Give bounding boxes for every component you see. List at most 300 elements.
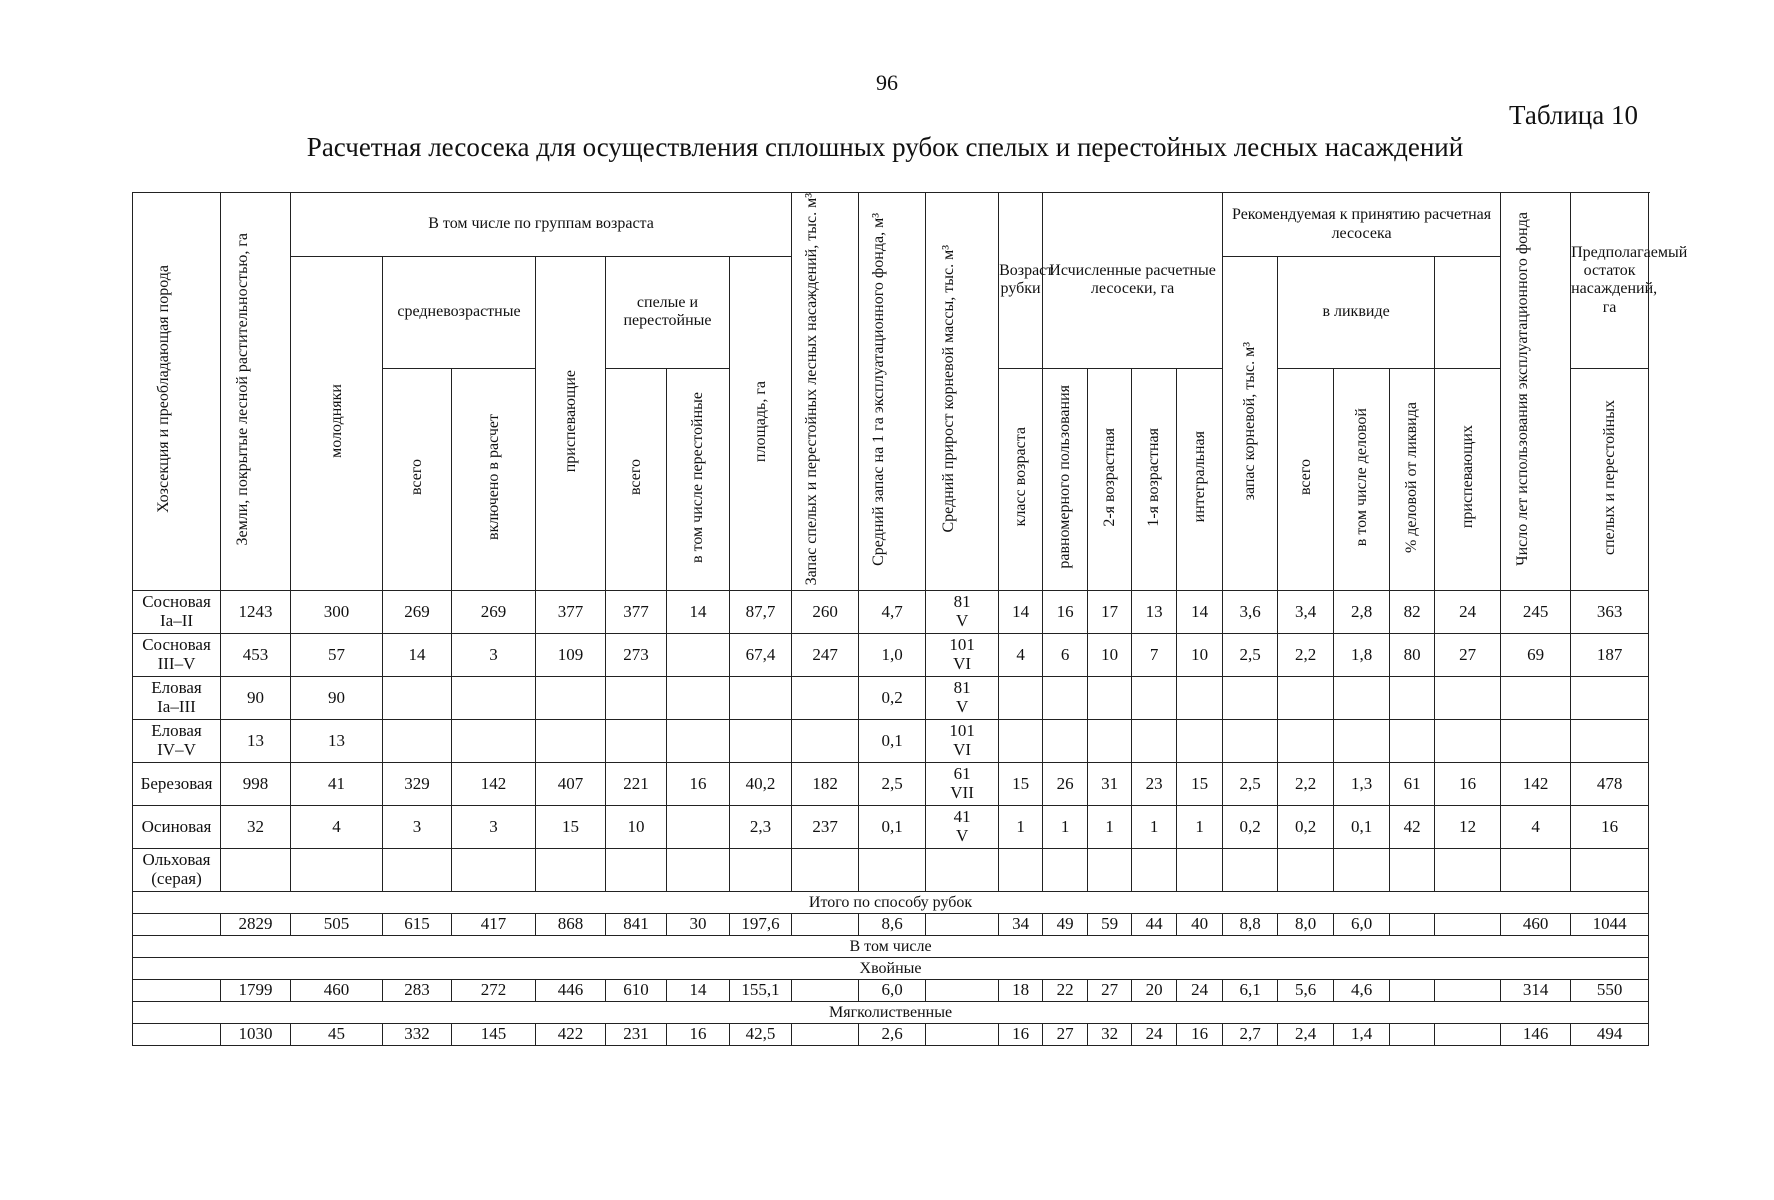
table-cell: 10: [1088, 633, 1132, 676]
table-cell: [1501, 719, 1571, 762]
total-cell: 146: [1501, 1023, 1571, 1045]
total-cell: 145: [452, 1023, 536, 1045]
table-cell: 1: [1132, 805, 1177, 848]
header-zapas-kornevoy: запас корневой, тыс. м³: [1223, 257, 1278, 591]
header-rekomenduemaya: Рекомендуемая к принятию расчетная лесосека: [1223, 193, 1501, 257]
total-cell: 42,5: [730, 1023, 792, 1045]
table-cell: [1088, 848, 1132, 891]
table-cell: [667, 633, 730, 676]
table-row: [133, 762, 1649, 805]
table-cell: 4: [999, 633, 1043, 676]
header-prispevayushchikh: приспевающих: [1435, 368, 1501, 590]
table-cell: 0,2: [1223, 805, 1278, 848]
row-name-line: III–V: [157, 653, 196, 673]
total-cell: [1435, 1023, 1501, 1045]
table-cell: 3,6: [1223, 590, 1278, 633]
table-cell: 16: [1043, 590, 1088, 633]
total-cell: [1435, 979, 1501, 1001]
cutting-age: 81: [953, 592, 971, 612]
table-cell: [667, 805, 730, 848]
table-cell: 1243: [221, 590, 291, 633]
table-cell: [730, 719, 792, 762]
table-cell: 26: [1043, 762, 1088, 805]
header-vozrast-rubki: Возраст рубки: [999, 193, 1043, 369]
table-cell: [383, 848, 452, 891]
total-cell: [1435, 913, 1501, 935]
header-pervaya-vozrastnaya: 1-я возрастная: [1132, 368, 1177, 590]
table-cell: 15: [1177, 762, 1223, 805]
total-cell: 44: [1132, 913, 1177, 935]
total-cell: 550: [1571, 979, 1649, 1001]
table-cell: [926, 676, 999, 719]
table-cell: 0,1: [859, 719, 926, 762]
total-cell: 30: [667, 913, 730, 935]
table-cell: 4,7: [859, 590, 926, 633]
table-cell: 998: [221, 762, 291, 805]
table-cell: [1278, 719, 1334, 762]
table-cell: 142: [1501, 762, 1571, 805]
header-zapas: Запас спелых и перестойных лесных насаждений, тыс. м³: [792, 193, 859, 591]
table-cell: 82: [1390, 590, 1435, 633]
table-cell: [1177, 848, 1223, 891]
total-cell: 20: [1132, 979, 1177, 1001]
table-cell: 42: [1390, 805, 1435, 848]
table-cell: 13: [1132, 590, 1177, 633]
table-cell: 31: [1088, 762, 1132, 805]
table-cell: 61: [1390, 762, 1435, 805]
totals-row-khvoynye: [133, 979, 1649, 1001]
table-cell: [1177, 719, 1223, 762]
table-cell: 67,4: [730, 633, 792, 676]
table-cell: 300: [291, 590, 383, 633]
table-cell: 2,5: [859, 762, 926, 805]
table-cell: [536, 848, 606, 891]
cutting-age: 61: [953, 764, 971, 784]
table-row: [133, 633, 1649, 676]
total-cell: 16: [1177, 1023, 1223, 1045]
table-cell: 4: [1501, 805, 1571, 848]
total-cell: 24: [1177, 979, 1223, 1001]
row-name-line: Ольховая: [142, 850, 211, 870]
table-cell: [1571, 848, 1649, 891]
table-cell: 3: [452, 805, 536, 848]
page-number: 96: [876, 70, 898, 95]
table-cell: 1: [1088, 805, 1132, 848]
table-cell: 90: [291, 676, 383, 719]
row-name: [133, 805, 221, 848]
total-cell: 40: [1177, 913, 1223, 935]
table-cell: [1223, 848, 1278, 891]
table-cell: [1043, 719, 1088, 762]
row-name-line: Сосновая: [142, 592, 211, 612]
table-cell: 2,2: [1278, 633, 1334, 676]
table-cell: 57: [291, 633, 383, 676]
table-cell: 407: [536, 762, 606, 805]
header-vklyucheno: включено в расчет: [452, 368, 536, 590]
total-cell: [133, 979, 221, 1001]
table-cell: [1132, 719, 1177, 762]
total-cell: 332: [383, 1023, 452, 1045]
total-cell: 417: [452, 913, 536, 935]
table-cell: [1088, 676, 1132, 719]
total-cell: [133, 913, 221, 935]
table-cell: [792, 676, 859, 719]
row-name: [133, 762, 221, 805]
total-cell: [926, 1023, 999, 1045]
row-name-line: Еловая: [151, 678, 202, 698]
total-cell: 1044: [1571, 913, 1649, 935]
table-cell: 0,1: [859, 805, 926, 848]
table-cell: 1: [999, 805, 1043, 848]
table-cell: 23: [1132, 762, 1177, 805]
section-khvoynye: Хвойные: [133, 957, 1649, 979]
table-cell: 7: [1132, 633, 1177, 676]
table-cell: [667, 676, 730, 719]
table-cell: [452, 848, 536, 891]
header-molodnyaki: молодняки: [291, 257, 383, 591]
age-class: VI: [953, 739, 972, 759]
total-cell: 16: [667, 1023, 730, 1045]
table-cell: [383, 719, 452, 762]
header-vtoraya-vozrastnaya: 2-я возрастная: [1088, 368, 1132, 590]
table-cell: 2,3: [730, 805, 792, 848]
row-name: [133, 848, 221, 891]
table-cell: [452, 719, 536, 762]
total-cell: 841: [606, 913, 667, 935]
total-cell: 27: [1043, 1023, 1088, 1045]
age-class: V: [955, 696, 969, 716]
table-cell: 16: [1435, 762, 1501, 805]
table-cell: [667, 719, 730, 762]
data-rows: [133, 590, 1649, 891]
header-ploshchad: площадь, га: [730, 257, 792, 591]
table-cell: [1334, 848, 1390, 891]
table-cell: 3: [383, 805, 452, 848]
header-perestoynye: в том числе перестойные: [667, 368, 730, 590]
table-cell: [1132, 676, 1177, 719]
total-cell: 460: [291, 979, 383, 1001]
table-cell: 14: [383, 633, 452, 676]
table-cell: [730, 848, 792, 891]
table-label: Таблица 10: [1509, 100, 1638, 130]
cutting-age: 101: [949, 635, 975, 655]
table-cell: 87,7: [730, 590, 792, 633]
table-cell: [1043, 848, 1088, 891]
table-cell: 40,2: [730, 762, 792, 805]
table-cell: 1: [1177, 805, 1223, 848]
table-cell: [1435, 676, 1501, 719]
forest-allowable-cut-table: [132, 192, 1688, 1046]
table-cell: 245: [1501, 590, 1571, 633]
table-cell: 377: [536, 590, 606, 633]
total-cell: 422: [536, 1023, 606, 1045]
header-chislo-let: Число лет использования эксплуатационного фонда: [1501, 193, 1571, 591]
header-integralnaya: интегральная: [1177, 368, 1223, 590]
table-cell: [1278, 848, 1334, 891]
table-cell: 0,2: [859, 676, 926, 719]
table-cell: [792, 719, 859, 762]
cutting-age: 41: [953, 807, 971, 827]
age-class: VI: [953, 653, 972, 673]
table-cell: 2,8: [1334, 590, 1390, 633]
table-cell: 3: [452, 633, 536, 676]
total-cell: 2,7: [1223, 1023, 1278, 1045]
row-name: [133, 676, 221, 719]
table-cell: 3,4: [1278, 590, 1334, 633]
header-spelye: спелые и перестойные: [606, 257, 730, 369]
header-srednevozrastnye: средневозрастные: [383, 257, 536, 369]
table-cell: [999, 719, 1043, 762]
table-cell: 15: [999, 762, 1043, 805]
section-v-tom-chisle: В том числе: [133, 935, 1649, 957]
table-cell: 453: [221, 633, 291, 676]
table-cell: 478: [1571, 762, 1649, 805]
table-cell: [1435, 848, 1501, 891]
total-cell: 1,4: [1334, 1023, 1390, 1045]
total-cell: 59: [1088, 913, 1132, 935]
row-name-line: Iа–III: [157, 696, 196, 716]
table-cell: [1043, 676, 1088, 719]
table-cell: 182: [792, 762, 859, 805]
table-cell: [1334, 676, 1390, 719]
table-cell: 4: [291, 805, 383, 848]
row-name-line: Iа–II: [159, 610, 194, 630]
table-cell: 27: [1435, 633, 1501, 676]
table-cell: 2,5: [1223, 633, 1278, 676]
age-class: V: [955, 610, 969, 630]
total-cell: 1799: [221, 979, 291, 1001]
table-cell: [1223, 676, 1278, 719]
header-v-likvide: в ликвиде: [1278, 257, 1435, 369]
total-cell: [1390, 1023, 1435, 1045]
total-cell: 615: [383, 913, 452, 935]
row-name: [133, 590, 221, 633]
table-cell: 329: [383, 762, 452, 805]
age-class: VII: [950, 782, 974, 802]
total-cell: [1390, 913, 1435, 935]
row-name-line: Березовая: [140, 773, 213, 793]
table-cell: [1571, 676, 1649, 719]
table-cell: 221: [606, 762, 667, 805]
table-cell: [1571, 719, 1649, 762]
table-cell: [1501, 848, 1571, 891]
table-cell: [291, 848, 383, 891]
table-cell: 15: [536, 805, 606, 848]
table-cell: 1,3: [1334, 762, 1390, 805]
header-sredniy-zapas: Средний запас на 1 га эксплуатационного фонда, м³: [859, 193, 926, 591]
total-cell: 460: [1501, 913, 1571, 935]
table-cell: 24: [1435, 590, 1501, 633]
table-cell: 10: [1177, 633, 1223, 676]
table-cell: [1278, 676, 1334, 719]
total-cell: 505: [291, 913, 383, 935]
total-cell: 2,6: [859, 1023, 926, 1045]
table-cell: [536, 719, 606, 762]
table-cell: 363: [1571, 590, 1649, 633]
header-vsego: всего: [383, 368, 452, 590]
total-cell: [1390, 979, 1435, 1001]
table-row: [133, 719, 1649, 762]
table-cell: [606, 719, 667, 762]
table-cell: 16: [667, 762, 730, 805]
table-cell: [606, 848, 667, 891]
table-cell: 14: [999, 590, 1043, 633]
row-name: [133, 719, 221, 762]
total-cell: 6,0: [1334, 913, 1390, 935]
table-cell: [926, 762, 999, 805]
table-cell: [383, 676, 452, 719]
totals-row-myagkolistvennye: [133, 1023, 1649, 1045]
total-cell: 6,0: [859, 979, 926, 1001]
table-cell: 0,2: [1278, 805, 1334, 848]
totals-row-itogo: [133, 913, 1649, 935]
table-row: [133, 590, 1649, 633]
header-ischislennye: Исчисленные расчетные лесосеки, га: [1043, 193, 1223, 369]
table-cell: 269: [452, 590, 536, 633]
total-cell: 2829: [221, 913, 291, 935]
table-cell: 247: [792, 633, 859, 676]
table-cell: [606, 676, 667, 719]
header-prispevayushchie: приспевающие: [536, 257, 606, 591]
table-cell: 1: [1043, 805, 1088, 848]
total-cell: [792, 979, 859, 1001]
row-name-line: IV–V: [157, 739, 196, 759]
table-cell: [1088, 719, 1132, 762]
total-cell: 231: [606, 1023, 667, 1045]
table-cell: [667, 848, 730, 891]
table-cell: [999, 848, 1043, 891]
total-cell: 16: [999, 1023, 1043, 1045]
table-cell: 2,5: [1223, 762, 1278, 805]
total-cell: [792, 913, 859, 935]
table-row: [133, 848, 1649, 891]
table-cell: 237: [792, 805, 859, 848]
table-cell: [1390, 676, 1435, 719]
header-klass-vozrasta: класс возраста: [999, 368, 1043, 590]
table-cell: [1435, 719, 1501, 762]
table-cell: 273: [606, 633, 667, 676]
table-cell: [1501, 676, 1571, 719]
table-cell: 10: [606, 805, 667, 848]
row-name-line: Осиновая: [141, 816, 212, 836]
total-cell: 22: [1043, 979, 1088, 1001]
table-cell: [1177, 676, 1223, 719]
table-cell: [730, 676, 792, 719]
total-cell: 4,6: [1334, 979, 1390, 1001]
total-cell: [792, 1023, 859, 1045]
table-cell: 16: [1571, 805, 1649, 848]
total-cell: 8,8: [1223, 913, 1278, 935]
total-cell: 283: [383, 979, 452, 1001]
header-vsego-likvid: всего: [1278, 368, 1334, 590]
table-cell: [1334, 719, 1390, 762]
total-cell: 2,4: [1278, 1023, 1334, 1045]
table-cell: 260: [792, 590, 859, 633]
table-row: [133, 676, 1649, 719]
header-sredniy-prirost: Средний прирост корневой массы, тыс. м³: [926, 193, 999, 591]
table-cell: 90: [221, 676, 291, 719]
table-cell: 109: [536, 633, 606, 676]
table-cell: 1,8: [1334, 633, 1390, 676]
total-cell: 8,6: [859, 913, 926, 935]
cutting-age: 81: [953, 678, 971, 698]
table-cell: 6: [1043, 633, 1088, 676]
row-name-line: Еловая: [151, 721, 202, 741]
row-name: [133, 633, 221, 676]
total-cell: 197,6: [730, 913, 792, 935]
table-cell: 187: [1571, 633, 1649, 676]
table-cell: 69: [1501, 633, 1571, 676]
header-delovoy: в том числе деловой: [1334, 368, 1390, 590]
table-title: Расчетная лесосека для осуществления сплошных рубок спелых и перестойных лесных насаждений: [306, 132, 1464, 162]
row-name-line: (серая): [151, 868, 202, 888]
total-cell: 49: [1043, 913, 1088, 935]
total-cell: 1030: [221, 1023, 291, 1045]
table-cell: [452, 676, 536, 719]
table-cell: 13: [221, 719, 291, 762]
table-cell: 12: [1435, 805, 1501, 848]
table-cell: [792, 848, 859, 891]
table-cell: [221, 848, 291, 891]
total-cell: 272: [452, 979, 536, 1001]
cutting-age: 101: [949, 721, 975, 741]
header-zemli: Земли, покрытые лесной растительностью, га: [221, 193, 291, 591]
table-cell: 0,1: [1334, 805, 1390, 848]
total-cell: 155,1: [730, 979, 792, 1001]
header-by-age-groups: В том числе по группам возраста: [291, 193, 792, 257]
table-cell: [999, 676, 1043, 719]
header-predpolagaemyy: Предполагаемый остаток насаждений, га: [1571, 193, 1649, 369]
total-cell: 14: [667, 979, 730, 1001]
total-cell: [133, 1023, 221, 1045]
total-cell: 5,6: [1278, 979, 1334, 1001]
total-cell: 45: [291, 1023, 383, 1045]
table-cell: [859, 848, 926, 891]
total-cell: 32: [1088, 1023, 1132, 1045]
table-cell: 13: [291, 719, 383, 762]
table-cell: [536, 676, 606, 719]
table-cell: 2,2: [1278, 762, 1334, 805]
table-cell: 1,0: [859, 633, 926, 676]
total-cell: 24: [1132, 1023, 1177, 1045]
total-cell: 494: [1571, 1023, 1649, 1045]
table-cell: 17: [1088, 590, 1132, 633]
total-cell: 868: [536, 913, 606, 935]
total-rows: [133, 891, 1649, 1045]
table-cell: 377: [606, 590, 667, 633]
table-cell: 32: [221, 805, 291, 848]
total-cell: [926, 979, 999, 1001]
total-cell: 314: [1501, 979, 1571, 1001]
total-cell: 27: [1088, 979, 1132, 1001]
header-vsego-spelye: всего: [606, 368, 667, 590]
total-cell: 34: [999, 913, 1043, 935]
table-cell: 142: [452, 762, 536, 805]
total-cell: 610: [606, 979, 667, 1001]
table-cell: [926, 590, 999, 633]
age-class: V: [955, 825, 969, 845]
table-cell: [926, 848, 999, 891]
table-cell: 269: [383, 590, 452, 633]
header-khozsektsiya: Хозсекция и преобладающая порода: [133, 193, 221, 591]
table-cell: [926, 719, 999, 762]
table-row: [133, 805, 1649, 848]
header-pct-delovoy: % деловой от ликвида: [1390, 368, 1435, 590]
table-cell: [1390, 848, 1435, 891]
total-cell: 18: [999, 979, 1043, 1001]
table-cell: [926, 805, 999, 848]
table-cell: 14: [667, 590, 730, 633]
